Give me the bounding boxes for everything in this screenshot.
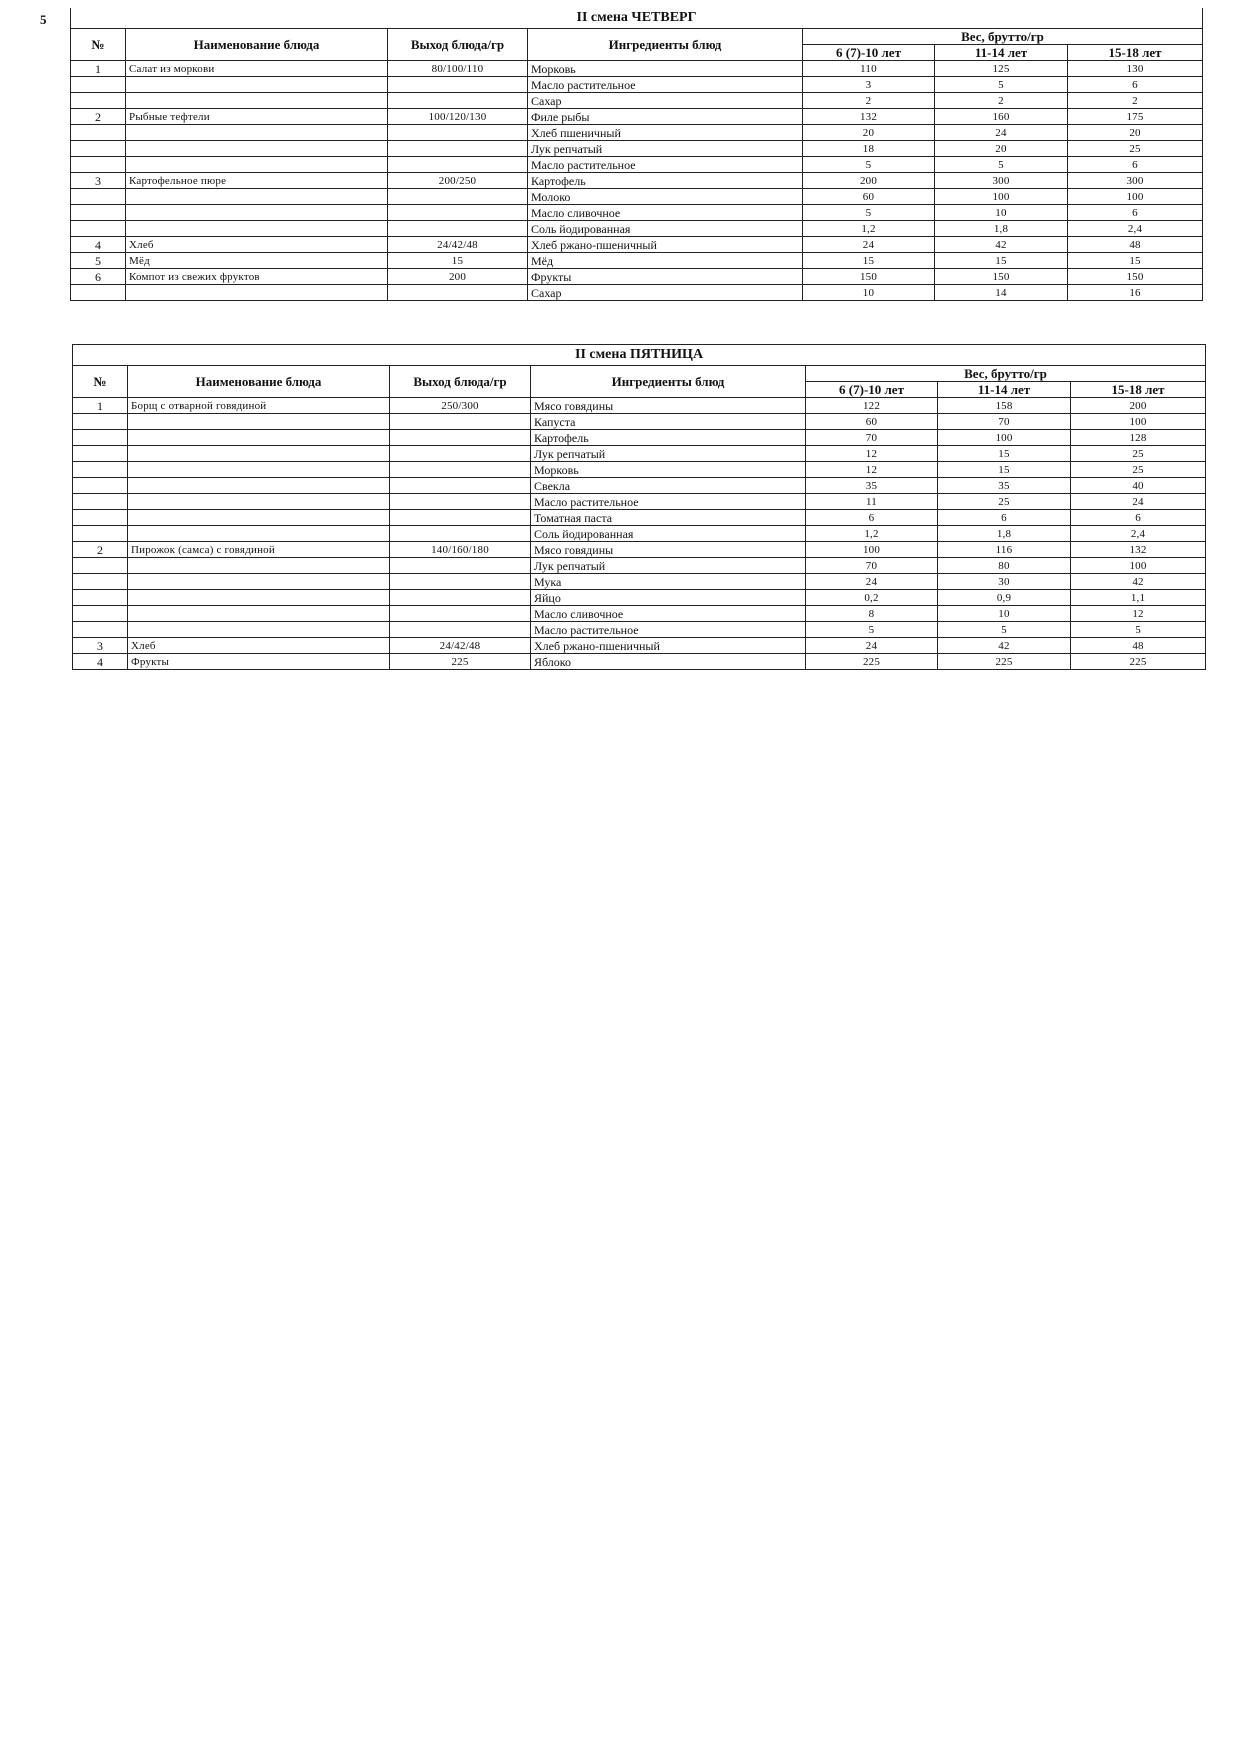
weight-15-18: 100 <box>1071 558 1206 574</box>
weight-15-18: 6 <box>1068 77 1203 93</box>
row-number <box>71 205 126 221</box>
dish-yield: 200 <box>388 269 528 285</box>
weight-6-10: 24 <box>806 574 938 590</box>
dish-yield <box>390 462 531 478</box>
table-row <box>71 253 1203 269</box>
weight-6-10: 35 <box>806 478 938 494</box>
ingredient-name: Мясо говядины <box>531 398 806 414</box>
ingredient-name: Масло сливочное <box>528 205 803 221</box>
dish-name <box>126 285 388 301</box>
ingredient-name: Масло сливочное <box>531 606 806 622</box>
table-row <box>73 510 1206 526</box>
weight-11-14: 5 <box>935 157 1068 173</box>
dish-name <box>128 574 390 590</box>
weight-11-14: 35 <box>938 478 1071 494</box>
thursday-menu-table <box>70 8 1203 301</box>
ingredient-name: Масло растительное <box>528 77 803 93</box>
dish-name: Компот из свежих фруктов <box>126 269 388 285</box>
weight-6-10: 132 <box>803 109 935 125</box>
weight-15-18: 132 <box>1071 542 1206 558</box>
dish-yield <box>390 414 531 430</box>
dish-name <box>128 590 390 606</box>
table-row <box>73 654 1206 670</box>
dish-name <box>128 462 390 478</box>
table-row <box>71 77 1203 93</box>
weight-11-14: 5 <box>938 622 1071 638</box>
weight-6-10: 70 <box>806 558 938 574</box>
weight-11-14: 14 <box>935 285 1068 301</box>
weight-15-18: 48 <box>1071 638 1206 654</box>
weight-15-18: 100 <box>1068 189 1203 205</box>
header-age-6-10: 6 (7)-10 лет <box>806 382 938 398</box>
ingredient-name: Соль йодированная <box>531 526 806 542</box>
dish-yield <box>390 574 531 590</box>
weight-15-18: 6 <box>1071 510 1206 526</box>
row-number: 5 <box>71 253 126 269</box>
dish-name: Пирожок (самса) с говядиной <box>128 542 390 558</box>
table-row <box>73 462 1206 478</box>
row-number <box>73 590 128 606</box>
row-number <box>73 526 128 542</box>
ingredient-name: Сахар <box>528 285 803 301</box>
row-number: 4 <box>71 237 126 253</box>
dish-yield <box>390 510 531 526</box>
dish-name <box>128 446 390 462</box>
weight-15-18: 200 <box>1071 398 1206 414</box>
weight-6-10: 110 <box>803 61 935 77</box>
dish-name <box>128 430 390 446</box>
dish-yield <box>390 526 531 542</box>
weight-15-18: 5 <box>1071 622 1206 638</box>
table-row <box>71 285 1203 301</box>
weight-15-18: 175 <box>1068 109 1203 125</box>
dish-yield <box>388 141 528 157</box>
row-number: 4 <box>73 654 128 670</box>
table-row <box>71 205 1203 221</box>
thursday-title: II смена ЧЕТВЕРГ <box>71 8 1203 29</box>
dish-yield: 24/42/48 <box>390 638 531 654</box>
header-age-6-10: 6 (7)-10 лет <box>803 45 935 61</box>
ingredient-name: Лук репчатый <box>531 558 806 574</box>
weight-6-10: 60 <box>803 189 935 205</box>
weight-15-18: 225 <box>1071 654 1206 670</box>
weight-11-14: 116 <box>938 542 1071 558</box>
weight-6-10: 122 <box>806 398 938 414</box>
weight-6-10: 6 <box>806 510 938 526</box>
weight-6-10: 1,2 <box>806 526 938 542</box>
dish-name: Борщ с отварной говядиной <box>128 398 390 414</box>
dish-yield: 80/100/110 <box>388 61 528 77</box>
weight-11-14: 5 <box>935 77 1068 93</box>
table-row <box>73 574 1206 590</box>
row-number <box>71 93 126 109</box>
weight-15-18: 2,4 <box>1068 221 1203 237</box>
row-number <box>73 446 128 462</box>
row-number <box>71 125 126 141</box>
weight-15-18: 25 <box>1071 462 1206 478</box>
dish-yield <box>390 622 531 638</box>
dish-name <box>128 478 390 494</box>
dish-name <box>126 141 388 157</box>
table-row <box>73 542 1206 558</box>
ingredient-name: Яйцо <box>531 590 806 606</box>
ingredient-name: Хлеб ржано-пшеничный <box>528 237 803 253</box>
dish-yield <box>388 285 528 301</box>
weight-15-18: 20 <box>1068 125 1203 141</box>
weight-11-14: 158 <box>938 398 1071 414</box>
ingredient-name: Свекла <box>531 478 806 494</box>
table-row <box>71 125 1203 141</box>
weight-6-10: 18 <box>803 141 935 157</box>
dish-yield <box>390 478 531 494</box>
friday-title: II смена ПЯТНИЦА <box>73 345 1206 366</box>
ingredient-name: Молоко <box>528 189 803 205</box>
ingredient-name: Фрукты <box>528 269 803 285</box>
ingredient-name: Филе рыбы <box>528 109 803 125</box>
header-ingredients: Ингредиенты блюд <box>528 29 803 61</box>
ingredient-name: Томатная паста <box>531 510 806 526</box>
dish-yield: 200/250 <box>388 173 528 189</box>
weight-6-10: 12 <box>806 446 938 462</box>
row-number <box>71 221 126 237</box>
dish-yield <box>388 189 528 205</box>
dish-name: Картофельное пюре <box>126 173 388 189</box>
weight-11-14: 24 <box>935 125 1068 141</box>
ingredient-name: Масло растительное <box>531 494 806 510</box>
dish-name <box>128 558 390 574</box>
dish-name <box>128 622 390 638</box>
header-ingredients: Ингредиенты блюд <box>531 366 806 398</box>
dish-name <box>128 606 390 622</box>
weight-11-14: 100 <box>938 430 1071 446</box>
weight-6-10: 5 <box>806 622 938 638</box>
dish-yield <box>390 494 531 510</box>
table-row <box>73 478 1206 494</box>
ingredient-name: Масло растительное <box>531 622 806 638</box>
row-number <box>73 574 128 590</box>
weight-15-18: 16 <box>1068 285 1203 301</box>
weight-11-14: 10 <box>935 205 1068 221</box>
ingredient-name: Мука <box>531 574 806 590</box>
dish-name: Фрукты <box>128 654 390 670</box>
dish-name <box>126 157 388 173</box>
dish-yield: 100/120/130 <box>388 109 528 125</box>
weight-11-14: 15 <box>935 253 1068 269</box>
dish-name <box>126 125 388 141</box>
weight-11-14: 2 <box>935 93 1068 109</box>
row-number: 2 <box>71 109 126 125</box>
weight-11-14: 300 <box>935 173 1068 189</box>
weight-15-18: 48 <box>1068 237 1203 253</box>
ingredient-name: Картофель <box>528 173 803 189</box>
table-row <box>73 590 1206 606</box>
header-yield: Выход блюда/гр <box>390 366 531 398</box>
header-yield: Выход блюда/гр <box>388 29 528 61</box>
dish-yield: 250/300 <box>390 398 531 414</box>
weight-6-10: 5 <box>803 205 935 221</box>
weight-11-14: 15 <box>938 462 1071 478</box>
header-num: № <box>71 29 126 61</box>
weight-15-18: 25 <box>1068 141 1203 157</box>
dish-yield: 140/160/180 <box>390 542 531 558</box>
dish-yield <box>388 205 528 221</box>
dish-name <box>128 414 390 430</box>
weight-15-18: 24 <box>1071 494 1206 510</box>
weight-15-18: 2,4 <box>1071 526 1206 542</box>
dish-name: Хлеб <box>126 237 388 253</box>
ingredient-name: Лук репчатый <box>531 446 806 462</box>
dish-yield <box>388 157 528 173</box>
header-age-15-18: 15-18 лет <box>1071 382 1206 398</box>
weight-11-14: 100 <box>935 189 1068 205</box>
dish-yield <box>390 590 531 606</box>
header-weight: Вес, брутто/гр <box>806 366 1206 382</box>
weight-11-14: 150 <box>935 269 1068 285</box>
weight-6-10: 20 <box>803 125 935 141</box>
dish-yield: 24/42/48 <box>388 237 528 253</box>
weight-11-14: 225 <box>938 654 1071 670</box>
row-number: 1 <box>73 398 128 414</box>
weight-11-14: 80 <box>938 558 1071 574</box>
friday-rows <box>73 398 1206 670</box>
table-row <box>71 189 1203 205</box>
ingredient-name: Сахар <box>528 93 803 109</box>
dish-name <box>126 189 388 205</box>
row-number <box>73 414 128 430</box>
weight-11-14: 1,8 <box>938 526 1071 542</box>
dish-yield <box>388 93 528 109</box>
dish-name: Мёд <box>126 253 388 269</box>
weight-6-10: 1,2 <box>803 221 935 237</box>
table-row <box>71 221 1203 237</box>
ingredient-name: Соль йодированная <box>528 221 803 237</box>
weight-11-14: 25 <box>938 494 1071 510</box>
dish-yield: 225 <box>390 654 531 670</box>
table-row <box>71 237 1203 253</box>
table-row <box>73 430 1206 446</box>
row-number <box>73 478 128 494</box>
dish-name <box>126 93 388 109</box>
header-age-11-14: 11-14 лет <box>935 45 1068 61</box>
header-age-11-14: 11-14 лет <box>938 382 1071 398</box>
table-row <box>71 109 1203 125</box>
page-number: 5 <box>40 12 47 27</box>
dish-name: Рыбные тефтели <box>126 109 388 125</box>
table-row <box>73 494 1206 510</box>
table-row <box>71 157 1203 173</box>
weight-11-14: 42 <box>935 237 1068 253</box>
weight-6-10: 11 <box>806 494 938 510</box>
dish-yield <box>390 558 531 574</box>
row-number <box>73 606 128 622</box>
row-number <box>71 157 126 173</box>
table-row <box>71 61 1203 77</box>
weight-11-14: 42 <box>938 638 1071 654</box>
weight-11-14: 0,9 <box>938 590 1071 606</box>
weight-15-18: 15 <box>1068 253 1203 269</box>
dish-name <box>128 494 390 510</box>
weight-15-18: 12 <box>1071 606 1206 622</box>
friday-menu-table <box>72 344 1206 670</box>
table-row <box>73 414 1206 430</box>
dish-name <box>128 510 390 526</box>
weight-15-18: 42 <box>1071 574 1206 590</box>
weight-6-10: 225 <box>806 654 938 670</box>
weight-15-18: 2 <box>1068 93 1203 109</box>
ingredient-name: Масло растительное <box>528 157 803 173</box>
table-row <box>73 398 1206 414</box>
weight-11-14: 125 <box>935 61 1068 77</box>
weight-15-18: 25 <box>1071 446 1206 462</box>
weight-11-14: 30 <box>938 574 1071 590</box>
dish-name: Салат из моркови <box>126 61 388 77</box>
weight-6-10: 10 <box>803 285 935 301</box>
dish-yield <box>390 430 531 446</box>
dish-name <box>128 526 390 542</box>
table-row <box>73 606 1206 622</box>
row-number <box>73 622 128 638</box>
ingredient-name: Хлеб пшеничный <box>528 125 803 141</box>
dish-name: Хлеб <box>128 638 390 654</box>
header-dish: Наименование блюда <box>128 366 390 398</box>
weight-11-14: 20 <box>935 141 1068 157</box>
header-dish: Наименование блюда <box>126 29 388 61</box>
row-number <box>71 285 126 301</box>
table-row <box>71 141 1203 157</box>
weight-6-10: 24 <box>806 638 938 654</box>
weight-11-14: 160 <box>935 109 1068 125</box>
header-num: № <box>73 366 128 398</box>
dish-yield <box>388 221 528 237</box>
table-row <box>71 269 1203 285</box>
weight-15-18: 100 <box>1071 414 1206 430</box>
row-number <box>73 462 128 478</box>
table-row <box>73 622 1206 638</box>
weight-11-14: 15 <box>938 446 1071 462</box>
header-age-15-18: 15-18 лет <box>1068 45 1203 61</box>
table-row <box>73 558 1206 574</box>
table-row <box>71 173 1203 189</box>
dish-yield <box>388 77 528 93</box>
ingredient-name: Лук репчатый <box>528 141 803 157</box>
weight-6-10: 2 <box>803 93 935 109</box>
weight-15-18: 6 <box>1068 205 1203 221</box>
dish-name <box>126 221 388 237</box>
ingredient-name: Хлеб ржано-пшеничный <box>531 638 806 654</box>
row-number: 3 <box>71 173 126 189</box>
dish-name <box>126 205 388 221</box>
ingredient-name: Морковь <box>528 61 803 77</box>
ingredient-name: Яблоко <box>531 654 806 670</box>
row-number <box>71 189 126 205</box>
weight-11-14: 70 <box>938 414 1071 430</box>
ingredient-name: Мясо говядины <box>531 542 806 558</box>
weight-15-18: 40 <box>1071 478 1206 494</box>
weight-6-10: 8 <box>806 606 938 622</box>
row-number <box>73 430 128 446</box>
row-number <box>73 510 128 526</box>
header-weight: Вес, брутто/гр <box>803 29 1203 45</box>
weight-15-18: 300 <box>1068 173 1203 189</box>
dish-yield <box>390 606 531 622</box>
row-number: 2 <box>73 542 128 558</box>
weight-6-10: 200 <box>803 173 935 189</box>
dish-yield: 15 <box>388 253 528 269</box>
ingredient-name: Морковь <box>531 462 806 478</box>
weight-6-10: 0,2 <box>806 590 938 606</box>
weight-11-14: 10 <box>938 606 1071 622</box>
thursday-rows <box>71 61 1203 301</box>
row-number <box>71 77 126 93</box>
weight-11-14: 6 <box>938 510 1071 526</box>
table-row <box>73 526 1206 542</box>
weight-6-10: 15 <box>803 253 935 269</box>
weight-15-18: 150 <box>1068 269 1203 285</box>
weight-6-10: 3 <box>803 77 935 93</box>
row-number: 6 <box>71 269 126 285</box>
weight-11-14: 1,8 <box>935 221 1068 237</box>
weight-6-10: 150 <box>803 269 935 285</box>
ingredient-name: Мёд <box>528 253 803 269</box>
weight-6-10: 12 <box>806 462 938 478</box>
weight-15-18: 6 <box>1068 157 1203 173</box>
row-number: 1 <box>71 61 126 77</box>
weight-6-10: 100 <box>806 542 938 558</box>
ingredient-name: Капуста <box>531 414 806 430</box>
weight-6-10: 70 <box>806 430 938 446</box>
weight-15-18: 130 <box>1068 61 1203 77</box>
table-row <box>73 638 1206 654</box>
weight-6-10: 60 <box>806 414 938 430</box>
dish-yield <box>390 446 531 462</box>
dish-yield <box>388 125 528 141</box>
weight-15-18: 128 <box>1071 430 1206 446</box>
table-row <box>71 93 1203 109</box>
weight-15-18: 1,1 <box>1071 590 1206 606</box>
row-number <box>73 558 128 574</box>
row-number <box>73 494 128 510</box>
row-number: 3 <box>73 638 128 654</box>
row-number <box>71 141 126 157</box>
ingredient-name: Картофель <box>531 430 806 446</box>
table-row <box>73 446 1206 462</box>
dish-name <box>126 77 388 93</box>
weight-6-10: 5 <box>803 157 935 173</box>
weight-6-10: 24 <box>803 237 935 253</box>
